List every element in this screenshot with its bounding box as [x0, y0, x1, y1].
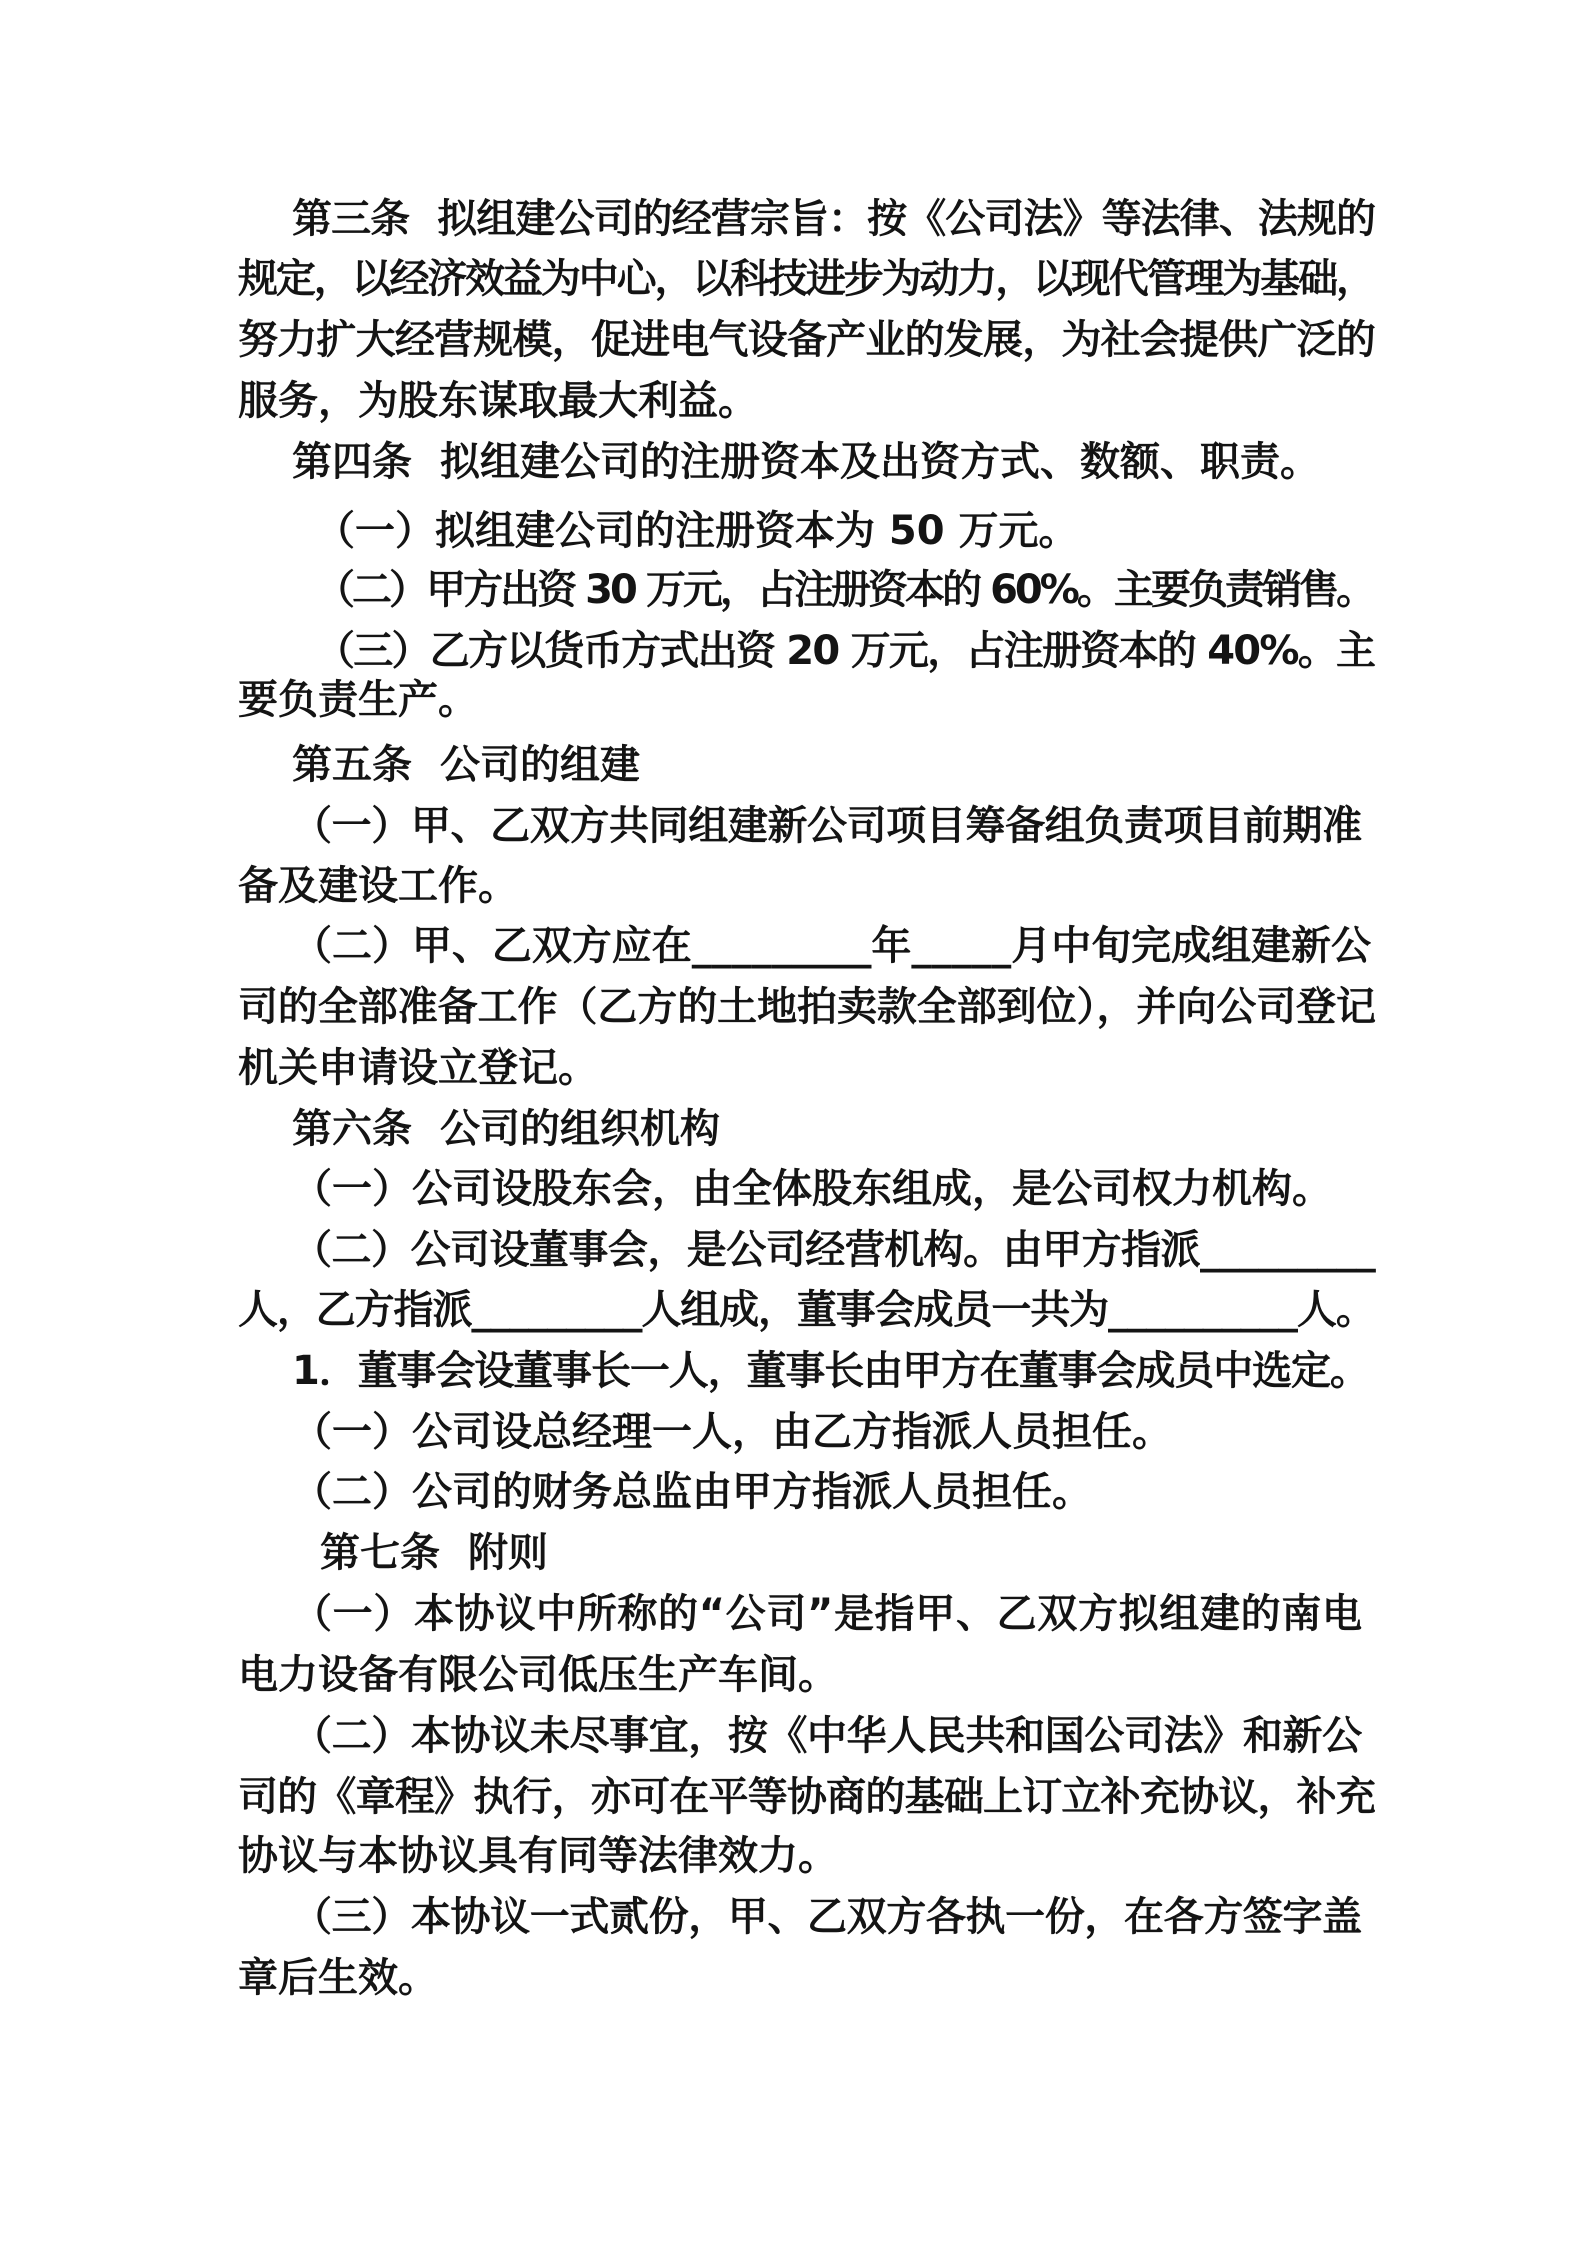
- article-6-clause-2: [292, 1226, 1376, 1274]
- article-number: 第六条: [292, 1106, 412, 1152]
- line-text: 电力设备有限公司低压生产车间。: [238, 1652, 838, 1698]
- line-text: （二）本协议未尽事宜，按《中华人民共和国公司法》和新公: [292, 1713, 1362, 1759]
- article-7-clause-1: [292, 1590, 1362, 1638]
- article-4-clause-1: [315, 507, 1079, 555]
- line-text: （一）公司设总经理一人，由乙方指派人员担任。: [292, 1409, 1172, 1455]
- line-text: 努力扩大经营规模，促进电气设备产业的发展，为社会提供广泛的: [238, 317, 1376, 363]
- article-3-heading: [292, 195, 1376, 243]
- article-title: 公司的组织机构: [440, 1106, 720, 1152]
- line-text: [292, 742, 640, 788]
- article-6-clause-3: [292, 1408, 1172, 1456]
- line-text: （二）甲、乙双方应在_________年_____月中旬完成组建新公: [292, 923, 1371, 969]
- line-text: 备及建设工作。: [238, 863, 518, 909]
- article-5-clause-2-continuation: [238, 1044, 598, 1092]
- article-title: 附则: [468, 1530, 548, 1576]
- article-6-item-1: [292, 1347, 1370, 1395]
- article-5-heading: [292, 741, 640, 789]
- article-6-clause-2-continuation: [238, 1286, 1376, 1334]
- article-7-clause-3: [292, 1893, 1362, 1941]
- line-text: [292, 196, 1375, 242]
- article-7-clause-2-continuation: [238, 1832, 838, 1880]
- line-text: 章后生效。: [238, 1955, 438, 2001]
- line-text: （二）公司设董事会，是公司经营机构。由甲方指派_________: [292, 1227, 1376, 1273]
- article-6-clause-4: [292, 1468, 1092, 1516]
- article-title: 拟组建公司的注册资本及出资方式、数额、职责。: [440, 439, 1320, 485]
- article-5-clause-1: [292, 802, 1362, 850]
- article-7-clause-2-continuation: [238, 1773, 1376, 1821]
- article-7-clause-1-continuation: [238, 1651, 838, 1699]
- article-6-clause-1: [292, 1165, 1332, 1213]
- line-text: （三）本协议一式贰份，甲、乙双方各执一份，在各方签字盖: [292, 1894, 1362, 1940]
- line-text: [320, 1530, 548, 1576]
- article-4-clause-3-continuation: [238, 676, 478, 724]
- line-text: 机关申请设立登记。: [238, 1045, 598, 1091]
- article-4-heading: [292, 438, 1320, 486]
- line-text: 人，乙方指派_________人组成，董事会成员一共为__________人。: [238, 1287, 1375, 1333]
- line-text: 协议与本协议具有同等法律效力。: [238, 1833, 838, 1879]
- line-text: [292, 1106, 720, 1152]
- line-text: 规定，以经济效益为中心，以科技进步为动力，以现代管理为基础，: [238, 256, 1374, 302]
- article-number: 第五条: [292, 742, 412, 788]
- article-7-clause-3-continuation: [238, 1954, 438, 2002]
- line-text: （一）公司设股东会，由全体股东组成，是公司权力机构。: [292, 1166, 1332, 1212]
- article-7-heading: [320, 1529, 548, 1577]
- line-text: （一）拟组建公司的注册资本为 50 万元。: [315, 508, 1079, 554]
- article-6-heading: [292, 1105, 720, 1153]
- line-text: 司的《章程》执行，亦可在平等协商的基础上订立补充协议，补充: [238, 1774, 1376, 1820]
- line-text: 服务，为股东谋取最大利益。: [238, 378, 758, 424]
- article-number: 第七条: [320, 1530, 440, 1576]
- article-4-clause-2: [315, 566, 1376, 614]
- article-5-clause-2-continuation: [238, 983, 1376, 1031]
- line-text: （二）甲方出资 30 万元，占注册资本的 60%。主要负责销售。: [315, 567, 1374, 613]
- article-4-clause-3: [315, 627, 1376, 675]
- article-3-line: [238, 316, 1376, 364]
- line-text: （二）公司的财务总监由甲方指派人员担任。: [292, 1469, 1092, 1515]
- line-text: （一）甲、乙双方共同组建新公司项目筹备组负责项目前期准: [292, 803, 1362, 849]
- article-3-line: [238, 255, 1376, 303]
- article-purpose-text: 拟组建公司的经营宗旨：按《公司法》等法律、法规的: [437, 196, 1376, 242]
- article-number: 第四条: [292, 439, 412, 485]
- line-text: （三）乙方以货币方式出资 20 万元，占注册资本的 40%。主: [315, 628, 1375, 674]
- article-7-clause-2: [292, 1712, 1362, 1760]
- article-5-clause-1-continuation: [238, 862, 518, 910]
- line-text: （一）本协议中所称的“公司”是指甲、乙双方拟组建的南电: [292, 1591, 1363, 1637]
- article-5-clause-2: [292, 922, 1371, 970]
- article-title: 公司的组建: [440, 742, 640, 788]
- line-text: 要负责生产。: [238, 677, 478, 723]
- article-3-line: [238, 377, 758, 425]
- line-text: 1．董事会设董事长一人，董事长由甲方在董事会成员中选定。: [292, 1348, 1369, 1394]
- line-text: [292, 439, 1320, 485]
- article-number: 第三条: [292, 196, 410, 242]
- line-text: 司的全部准备工作（乙方的土地拍卖款全部到位），并向公司登记: [238, 984, 1376, 1030]
